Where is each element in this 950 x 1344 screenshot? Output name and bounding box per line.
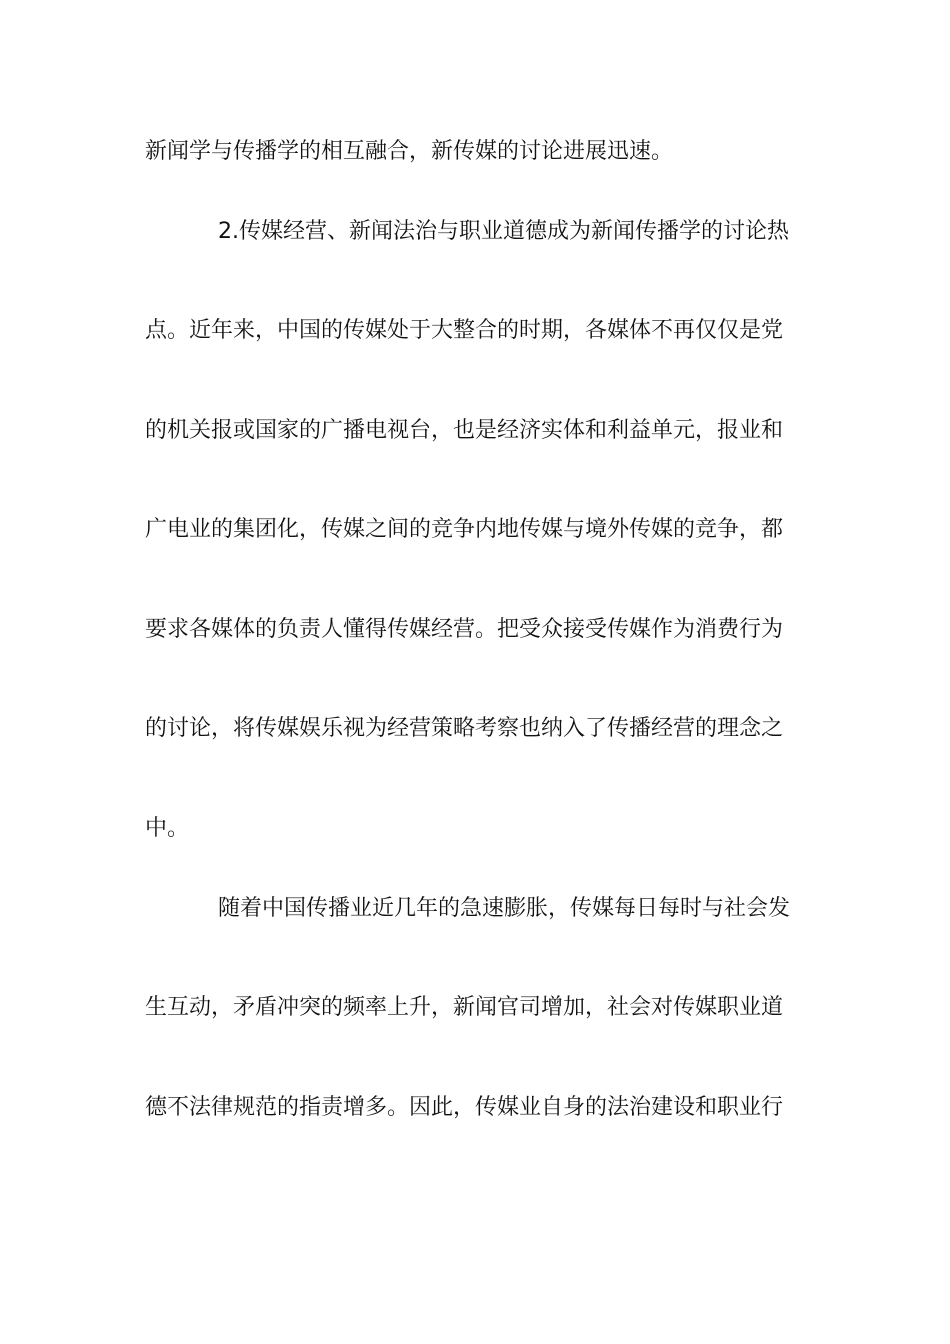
text-line: 要求各媒体的负责人懂得传媒经营。把受众接受传媒作为消费行为 [145,617,784,642]
text-line: 的机关报或国家的广播电视台，也是经济实体和利益单元，报业和 [145,418,784,443]
text-line: 广电业的集团化，传媒之间的竞争内地传媒与境外传媒的竞争，都 [145,517,784,542]
text-line: 新闻学与传播学的相互融合，新传媒的讨论进展迅速。 [145,139,674,164]
text-line: 点。近年来，中国的传媒处于大整合的时期，各媒体不再仅仅是党 [145,318,784,343]
text-line: 德不法律规范的指责增多。因此，传媒业自身的法治建设和职业行 [145,1095,784,1120]
text-line: 中。 [145,816,190,841]
paragraph-start-line: 随着中国传播业近几年的急速膨胀，传媒每日每时与社会发 [218,896,791,921]
text-line: 的讨论，将传媒娱乐视为经营策略考察也纳入了传播经营的理念之 [145,716,784,741]
paragraph-start-line: 2.传媒经营、新闻法治与职业道德成为新闻传播学的讨论热 [218,219,789,244]
text-line: 生互动，矛盾冲突的频率上升，新闻官司增加，社会对传媒职业道 [145,995,784,1020]
